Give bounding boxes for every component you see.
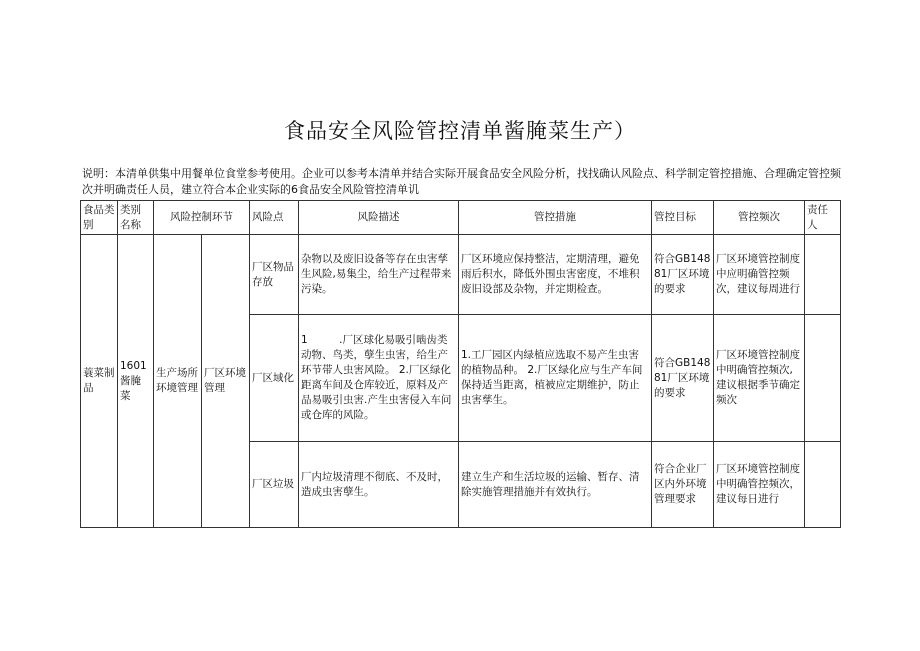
- risk-control-table: [80, 200, 841, 528]
- target-cell: 符合企业厂区内外环境管理要求: [652, 442, 714, 528]
- risk-link-main-cell: 生产场所环境管理: [154, 235, 202, 528]
- header-risk-point: 风险点: [250, 201, 299, 235]
- header-measures: 管控措施: [459, 201, 652, 235]
- owner-cell: [805, 442, 841, 528]
- category-name-cell: 1601酱腌菜: [118, 235, 154, 528]
- risk-link-sub-cell: 厂区环境管理: [202, 235, 250, 528]
- table-header-row: [81, 201, 841, 235]
- owner-cell: [805, 315, 841, 442]
- header-risk-link: 风险控制环节: [154, 201, 250, 235]
- target-cell: 符合GB14881厂区环境的要求: [652, 235, 714, 315]
- frequency-cell: 厂区环境管控制度中应明确管控频次，建议每周进行: [714, 235, 805, 315]
- frequency-cell: 厂区环境管控制度中明确管控频次,建议根据季节确定频次: [714, 315, 805, 442]
- header-food-category: 食品类别: [81, 201, 118, 235]
- measures-cell: 建立生产和生活垃圾的运输、暂存、清除实施管理措施并有效执行。: [459, 442, 652, 528]
- food-category-cell: 蓑菜制品: [81, 235, 118, 528]
- document-note: 说明：本清单供集中用餐单位食堂参考使用。企业可以参考本清单并结合实际开展食品安全风险分析，找找确认风险点、科学制定管控措施、合理确定管控频次并明确责任人员，建立符合本企业实际的6食品安全风险管控清单讥: [82, 167, 841, 196]
- measures-cell: 厂区环境应保持整洁，定期清理，避免雨后积水，降低外围虫害密度，不堆积废旧设部及杂物，并定期检查。: [459, 235, 652, 315]
- risk-point-cell: 厂区垃圾: [250, 442, 299, 528]
- header-target: 管控目标: [652, 201, 714, 235]
- target-cell: 符合GB14881厂区环境的要求: [652, 315, 714, 442]
- header-owner: 责任人: [805, 201, 841, 235]
- frequency-cell: 厂区环境管控制度中明确管控频次，建议每日进行: [714, 442, 805, 528]
- risk-desc-cell: 杂物以及废旧设备等存在虫害孳生风险,易集尘，给生产过程带来污染。: [299, 235, 459, 315]
- document-title: 食品安全风险管控清单酱腌菜生产）: [284, 119, 636, 143]
- owner-cell: [805, 235, 841, 315]
- risk-desc-cell: 厂内垃圾清理不彻底、不及时，造成虫害孽生。: [299, 442, 459, 528]
- table-row: [81, 235, 841, 315]
- header-frequency: 管控频次: [714, 201, 805, 235]
- header-risk-desc: 风险描述: [299, 201, 459, 235]
- risk-desc-cell: 1 .厂区球化易吸引啮齿类动物、鸟类，孽生虫害，给生产环节带人虫害风险。 2.厂区绿化距离车间及仓库较近，原料及产品易吸引虫害.产生虫害侵入车问或仓库的风险。: [299, 315, 459, 442]
- risk-point-cell: 厂区物品存放: [250, 235, 299, 315]
- header-category-name: 类别名称: [118, 201, 154, 235]
- risk-point-cell: 厂区域化: [250, 315, 299, 442]
- measures-cell: 1.工厂园区内绿植应选取不易产生虫害的植物品种。 2.厂区绿化应与生产车间保持适当距离，植被应定期维护，防止虫害孳生。: [459, 315, 652, 442]
